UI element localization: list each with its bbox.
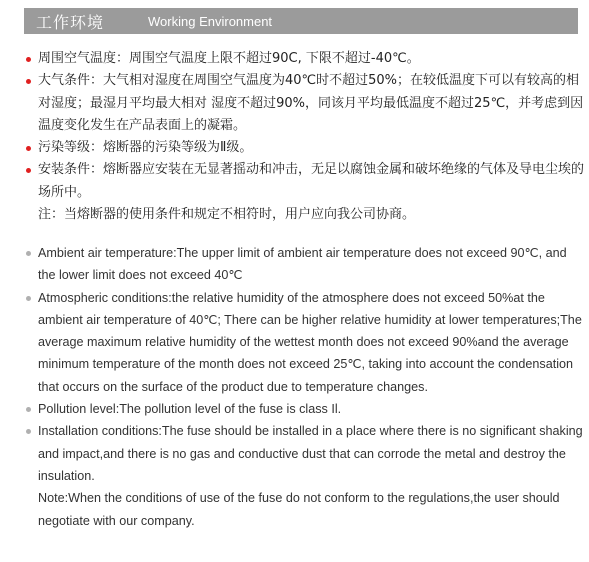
- cn-item-text: 污染等级：熔断器的污染等级为Ⅱ级。: [38, 140, 253, 156]
- en-item-text: Ambient air temperature:The upper limit of ambient air temperature does not exceed 90℃, and the lower limit does not exceed 40℃: [38, 246, 567, 283]
- en-note: Note:When the conditions of use of the fuse do not conform to the regulations,the user should negotiate with our company.: [38, 491, 560, 528]
- gray-bullet-icon: [26, 407, 31, 412]
- cn-item-text: 周围空气温度：周围空气温度上限不超过90C, 下限不超过-40℃。: [38, 51, 420, 66]
- en-item-text: Installation conditions:The fuse should be installed in a place where there is no significant shaking and impact,and there is no gas and conductive dust that can corrode the metal and destroy the insulation.: [38, 424, 583, 483]
- cn-list-item-atmospheric: [24, 70, 584, 137]
- en-list-item-ambient-temperature: [24, 242, 584, 287]
- cn-item-text: 安装条件：熔断器应安装在无显著摇动和冲击，无足以腐蚀金属和破坏绝缘的气体及导电尘埃的场所中。: [38, 162, 585, 200]
- cn-list-item-pollution: [24, 137, 584, 159]
- en-list-item-atmospheric: [24, 287, 584, 398]
- header-title-en: Working Environment: [148, 13, 273, 29]
- red-bullet-icon: [26, 168, 31, 173]
- en-list-item-installation: [24, 420, 584, 487]
- english-content: [24, 242, 584, 532]
- cn-list-item-installation: [24, 159, 584, 204]
- red-bullet-icon: [26, 57, 31, 62]
- red-bullet-icon: [26, 146, 31, 151]
- red-bullet-icon: [26, 79, 31, 84]
- en-item-text: Atmospheric conditions:the relative humidity of the atmosphere does not exceed 50%at the ambient air temperature of 40℃; There can be higher relative humidity at lower temperatures;The average maximum relative humidity of the wettest month does not exceed 90%and the average minimum temperature of the month does not exceed 25℃, taking into account the condensation that occurs on the surface of the product due to temperature changes.: [38, 290, 582, 394]
- en-item-text: Pollution level:The pollution level of the fuse is class Il.: [38, 402, 342, 417]
- gray-bullet-icon: [26, 429, 31, 434]
- section-header: [24, 8, 578, 34]
- cn-note: 注：当熔断器的使用条件和规定不相符时，用户应向我公司协商。: [38, 207, 416, 223]
- en-list-item-pollution: [24, 398, 584, 420]
- chinese-content: [24, 48, 584, 226]
- cn-item-text: 大气条件：大气相对湿度在周围空气温度为40℃时不超过50%；在较低温度下可以有较高的相对湿度；最湿月平均最大相对 湿度不超过90%，同该月平均最低温度不超过25℃，并考虑到因温度变化发生在产品表面上的凝霜。: [38, 73, 584, 133]
- gray-bullet-icon: [26, 296, 31, 301]
- cn-list-item-ambient-temperature: [24, 48, 584, 70]
- header-title-cn: 工作环境: [36, 12, 105, 32]
- gray-bullet-icon: [26, 251, 31, 256]
